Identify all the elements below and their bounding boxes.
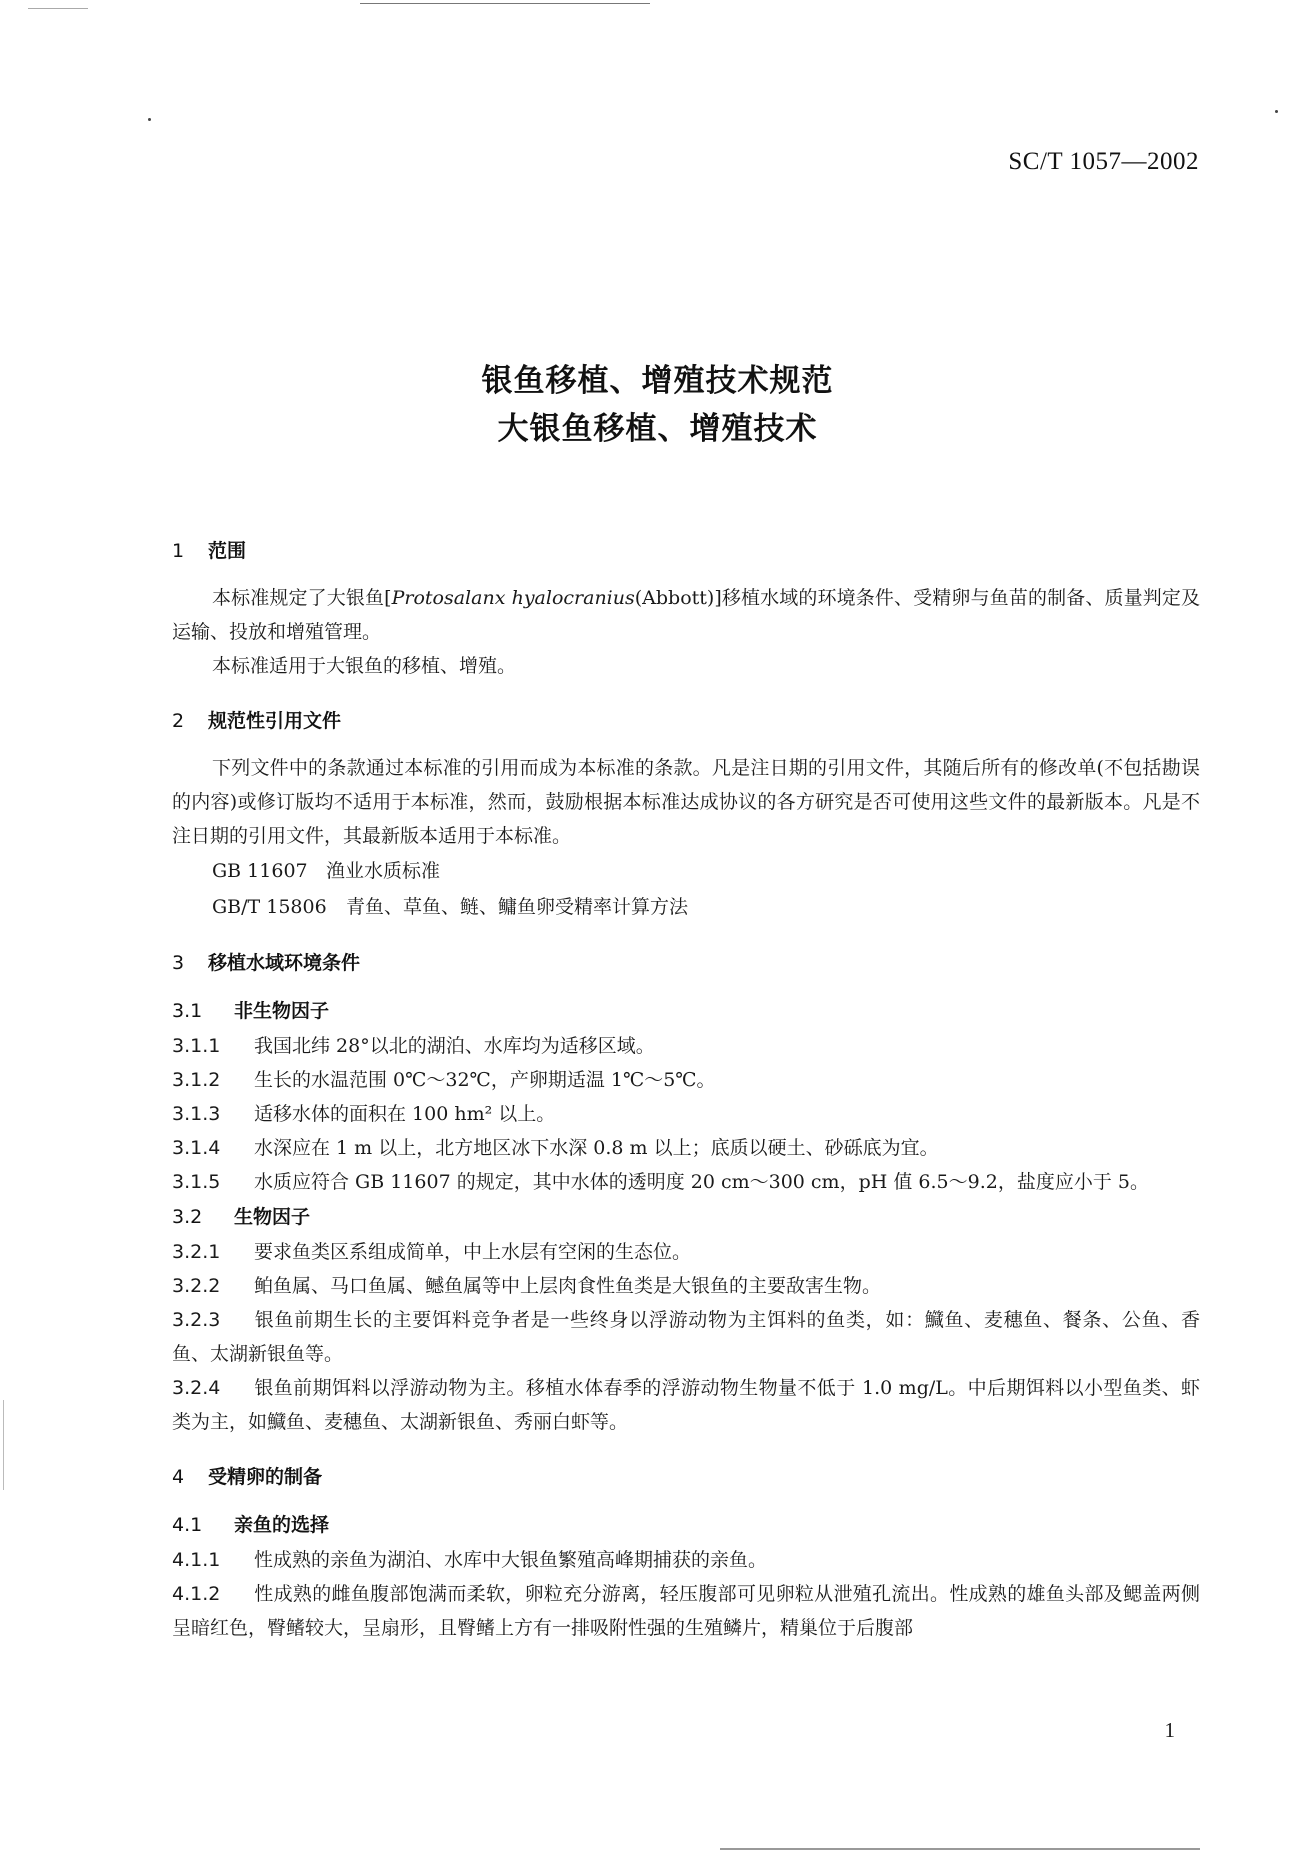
reference-item: GB 11607 渔业水质标准 <box>212 860 441 882</box>
clause-item: 4.1.1 性成熟的亲鱼为湖泊、水库中大银鱼繁殖高峰期捕获的亲鱼。 <box>172 1549 768 1571</box>
latin-name: Protosalanx hyalocranius <box>391 587 635 609</box>
section-title: 范围 <box>208 540 247 562</box>
document-subtitle: 大银鱼移植、增殖技术 <box>497 411 818 447</box>
section-heading <box>172 705 1200 737</box>
clause-item: 3.1.5 水质应符合 GB 11607 的规定，其中水体的透明度 20 cm～300 cm，pH 值 6.5～9.2，盐度应小于 5。 <box>172 1171 1149 1193</box>
clause-item: 4.1.2 性成熟的雌鱼腹部饱满而柔软，卵粒充分游离，轻压腹部可见卵粒从泄殖孔流出。性成熟的雄鱼头部及鳃盖两侧呈暗红色，臀鳍较大，呈扇形，且臀鳍上方有一排吸附性强的生殖鳞片，精巢位于后腹部 <box>172 1583 1200 1639</box>
standard-code: SC/T 1057—2002 <box>1008 148 1199 175</box>
subsection-heading: 3.1 非生物因子 <box>172 1000 330 1022</box>
clause-item: 3.2.1 要求鱼类区系组成简单，中上水层有空闲的生态位。 <box>172 1241 692 1263</box>
clause-item: 3.1.2 生长的水温范围 0℃～32℃，产卵期适温 1℃～5℃。 <box>172 1069 716 1091</box>
section-title: 移植水域环境条件 <box>208 952 361 974</box>
paragraph: 下列文件中的条款通过本标准的引用而成为本标准的条款。凡是注日期的引用文件，其随后所有的修改单(不包括勘误的内容)或修订版均不适用于本标准，然而，鼓励根据本标准达成协议的各方研究是否可使用这些文件的最新版本。凡是不注日期的引用文件，其最新版本适用于本标准。 <box>172 757 1200 847</box>
section-heading <box>172 1461 1200 1493</box>
subsection-heading: 4.1 亲鱼的选择 <box>172 1514 330 1536</box>
scan-artifact-top-2 <box>28 8 88 9</box>
clause-item: 3.2.3 银鱼前期生长的主要饵料竞争者是一些终身以浮游动物为主饵料的鱼类，如：鱵鱼、麦穗鱼、餐条、公鱼、香鱼、太湖新银鱼等。 <box>172 1309 1200 1365</box>
scan-dot <box>1275 110 1278 113</box>
page-number: 1 <box>1164 1718 1175 1742</box>
subsection-heading: 3.2 生物因子 <box>172 1206 311 1228</box>
section-title: 规范性引用文件 <box>208 710 342 732</box>
scan-artifact-top <box>360 3 650 4</box>
clause-item: 3.1.3 适移水体的面积在 100 hm² 以上。 <box>172 1103 556 1125</box>
clause-item: 3.2.4 银鱼前期饵料以浮游动物为主。移植水体春季的浮游动物生物量不低于 1.0 mg/L。中后期饵料以小型鱼类、虾类为主，如鱵鱼、麦穗鱼、太湖新银鱼、秀丽白虾等。 <box>172 1377 1200 1433</box>
document-title: 银鱼移植、增殖技术规范 <box>481 363 834 399</box>
clause-item: 3.1.1 我国北纬 28°以北的湖泊、水库均为适移区域。 <box>172 1035 655 1057</box>
section-heading <box>172 947 1200 979</box>
section-heading <box>172 535 1200 567</box>
section-number: 1 <box>172 540 185 562</box>
scan-dot <box>148 118 151 121</box>
section-number: 3 <box>172 952 185 974</box>
paragraph: 本标准适用于大银鱼的移植、增殖。 <box>212 655 517 677</box>
section-number: 4 <box>172 1466 185 1488</box>
reference-item: GB/T 15806 青鱼、草鱼、鲢、鳙鱼卵受精率计算方法 <box>212 896 689 918</box>
scan-artifact-left <box>3 1400 4 1490</box>
section-number: 2 <box>172 710 185 732</box>
clause-item: 3.2.2 鲌鱼属、马口鱼属、鳡鱼属等中上层肉食性鱼类是大银鱼的主要敌害生物。 <box>172 1275 882 1297</box>
document-body <box>172 535 1200 1645</box>
section-title: 受精卵的制备 <box>208 1466 323 1488</box>
scan-artifact-bottom <box>720 1848 1200 1850</box>
clause-item: 3.1.4 水深应在 1 m 以上，北方地区冰下水深 0.8 m 以上；底质以硬土、砂砾底为宜。 <box>172 1137 939 1159</box>
paragraph: 本标准规定了大银鱼[Protosalanx hyalocranius(Abbott)]移植水域的环境条件、受精卵与鱼苗的制备、质量判定及运输、投放和增殖管理。 <box>172 587 1200 643</box>
